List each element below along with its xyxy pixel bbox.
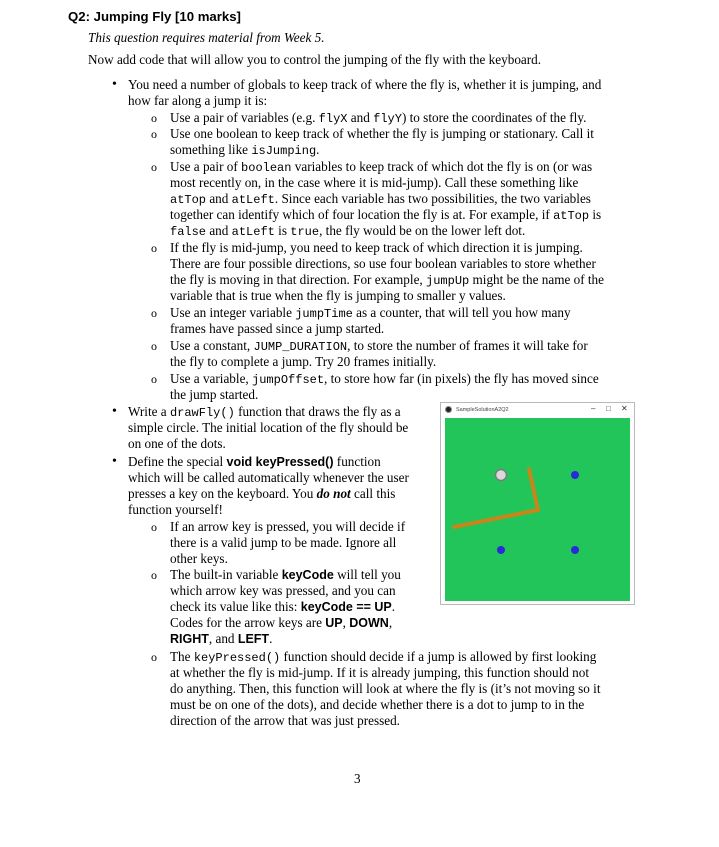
b3-sub-1-line-3: other keys. [170,551,228,566]
question-heading: Q2: Jumping Fly [10 marks] [68,9,241,24]
bullet-2-marker: • [112,404,117,419]
bullet-2-line-1: Write a drawFly() function that draws the fly as a [128,404,401,420]
bullet-3-line-1: Define the special void keyPressed() function [128,454,381,469]
sub-1-line-1: Use a pair of variables (e.g. flyX and flyY) to store the coordinates of the fly. [170,110,587,126]
sub-2-marker: o [151,127,157,141]
b3-sub-2-line-1: The built-in variable keyCode will tell you [170,567,401,582]
sub-5-line-2: frames have passed since a jump started. [170,321,385,336]
sub-3-line-2: most recently on, in the case where it is mid-jump). Call these something like [170,175,579,190]
b3-sub-2-line-2: which arrow key was pressed, and you can [170,583,396,598]
fly-circle [496,470,507,481]
maximize-icon[interactable]: □ [606,404,611,413]
sub-5-line-1: Use an integer variable jumpTime as a counter, that will tell you how many [170,305,571,321]
sub-2-line-1: Use one boolean to keep track of whether the fly is jumping or stationary. Call it [170,126,594,141]
b3-sub-2-marker: o [151,568,157,582]
bullet-3-marker: • [112,454,117,469]
week-note: This question requires material from Week 5. [88,30,325,45]
b3-sub-2-line-4: Codes for the arrow keys are UP, DOWN, [170,615,393,630]
sub-5-marker: o [151,306,157,320]
bullet-3-line-3: presses a key on the keyboard. You do not call this [128,486,396,501]
b3-sub-3-line-1: The keyPressed() function should decide if a jump is allowed by first looking [170,649,597,665]
sub-3-line-1: Use a pair of boolean variables to keep track of which dot the fly is on (or was [170,159,593,175]
b3-sub-3-line-4: must be on one of the dots), and decide whether there is a dot to jump to in the [170,697,585,712]
sub-7-line-2: the jump started. [170,387,259,402]
b3-sub-3-line-2: at whether the fly is mid-jump. If it is already jumping, this function should not [170,665,590,680]
b3-sub-1-line-2: there is a valid jump to be made. Ignore all [170,535,397,550]
bullet-1-marker: • [112,77,117,92]
b3-sub-2-line-5: RIGHT, and LEFT. [170,631,273,646]
dot-bottom-right [571,546,579,554]
sub-3-line-5: false and atLeft is true, the fly would be on the lower left dot. [170,223,526,239]
sub-3-line-3: atTop and atLeft. Since each variable has two possibilities, the two variables [170,191,591,207]
minimize-icon[interactable]: – [591,404,596,413]
sub-2-line-2: something like isJumping. [170,142,320,158]
sub-4-line-1: If the fly is mid-jump, you need to keep track of which direction it is jumping. [170,240,583,255]
bullet-2-line-3: on one of the dots. [128,436,226,451]
sub-3-marker: o [151,160,157,174]
app-icon [445,406,452,413]
b3-sub-1-marker: o [151,520,157,534]
dot-top-right [571,471,579,479]
dot-bottom-left [497,546,505,554]
bullet-1-line-2: how far along a jump it is: [128,93,268,108]
bullet-1-line-1: You need a number of globals to keep track of where the fly is, whether it is jumping, and [128,77,602,92]
sub-3-line-4: together can identify which of four location the fly is at. For example, if atTop is [170,207,602,223]
b3-sub-2-line-3: check its value like this: keyCode == UP. [170,599,396,614]
window-title: SampleSolutionA2Q2 [456,407,509,413]
sub-4-line-2: There are four possible directions, so use four boolean variables to store whether [170,256,596,271]
sub-7-line-1: Use a variable, jumpOffset, to store how far (in pixels) the fly has moved since [170,371,599,387]
sub-1-marker: o [151,111,157,125]
sub-4-marker: o [151,241,157,255]
sub-6-line-1: Use a constant, JUMP_DURATION, to store the number of frames it will take for [170,338,588,354]
b3-sub-3-marker: o [151,650,157,664]
b3-sub-1-line-1: If an arrow key is pressed, you will decide if [170,519,406,534]
close-icon[interactable]: ✕ [621,404,628,413]
sub-7-marker: o [151,372,157,386]
bullet-3-line-2: which will be called automatically whenever the user [128,470,409,485]
bullet-3-line-4: function yourself! [128,502,223,517]
sub-4-line-3: the fly is moving in that direction. For example, jumpUp might be the name of the [170,272,605,288]
game-canvas [445,418,630,601]
sample-solution-window [440,402,635,605]
page-number: 3 [354,771,361,786]
b3-sub-3-line-3: do anything. Then, this function will look at where the fly is (it’s not moving so it [170,681,601,696]
sub-4-line-4: variable that is true when the fly is jumping to smaller y values. [170,288,506,303]
window-titlebar [441,403,634,417]
sub-6-line-2: the fly to complete a jump. Try 20 frames initially. [170,354,437,369]
sub-6-marker: o [151,339,157,353]
bullet-2-line-2: simple circle. The initial location of the fly should be [128,420,409,435]
intro-paragraph: Now add code that will allow you to control the jumping of the fly with the keyboard. [88,52,542,67]
b3-sub-3-line-5: direction of the arrow that was just pressed. [170,713,400,728]
